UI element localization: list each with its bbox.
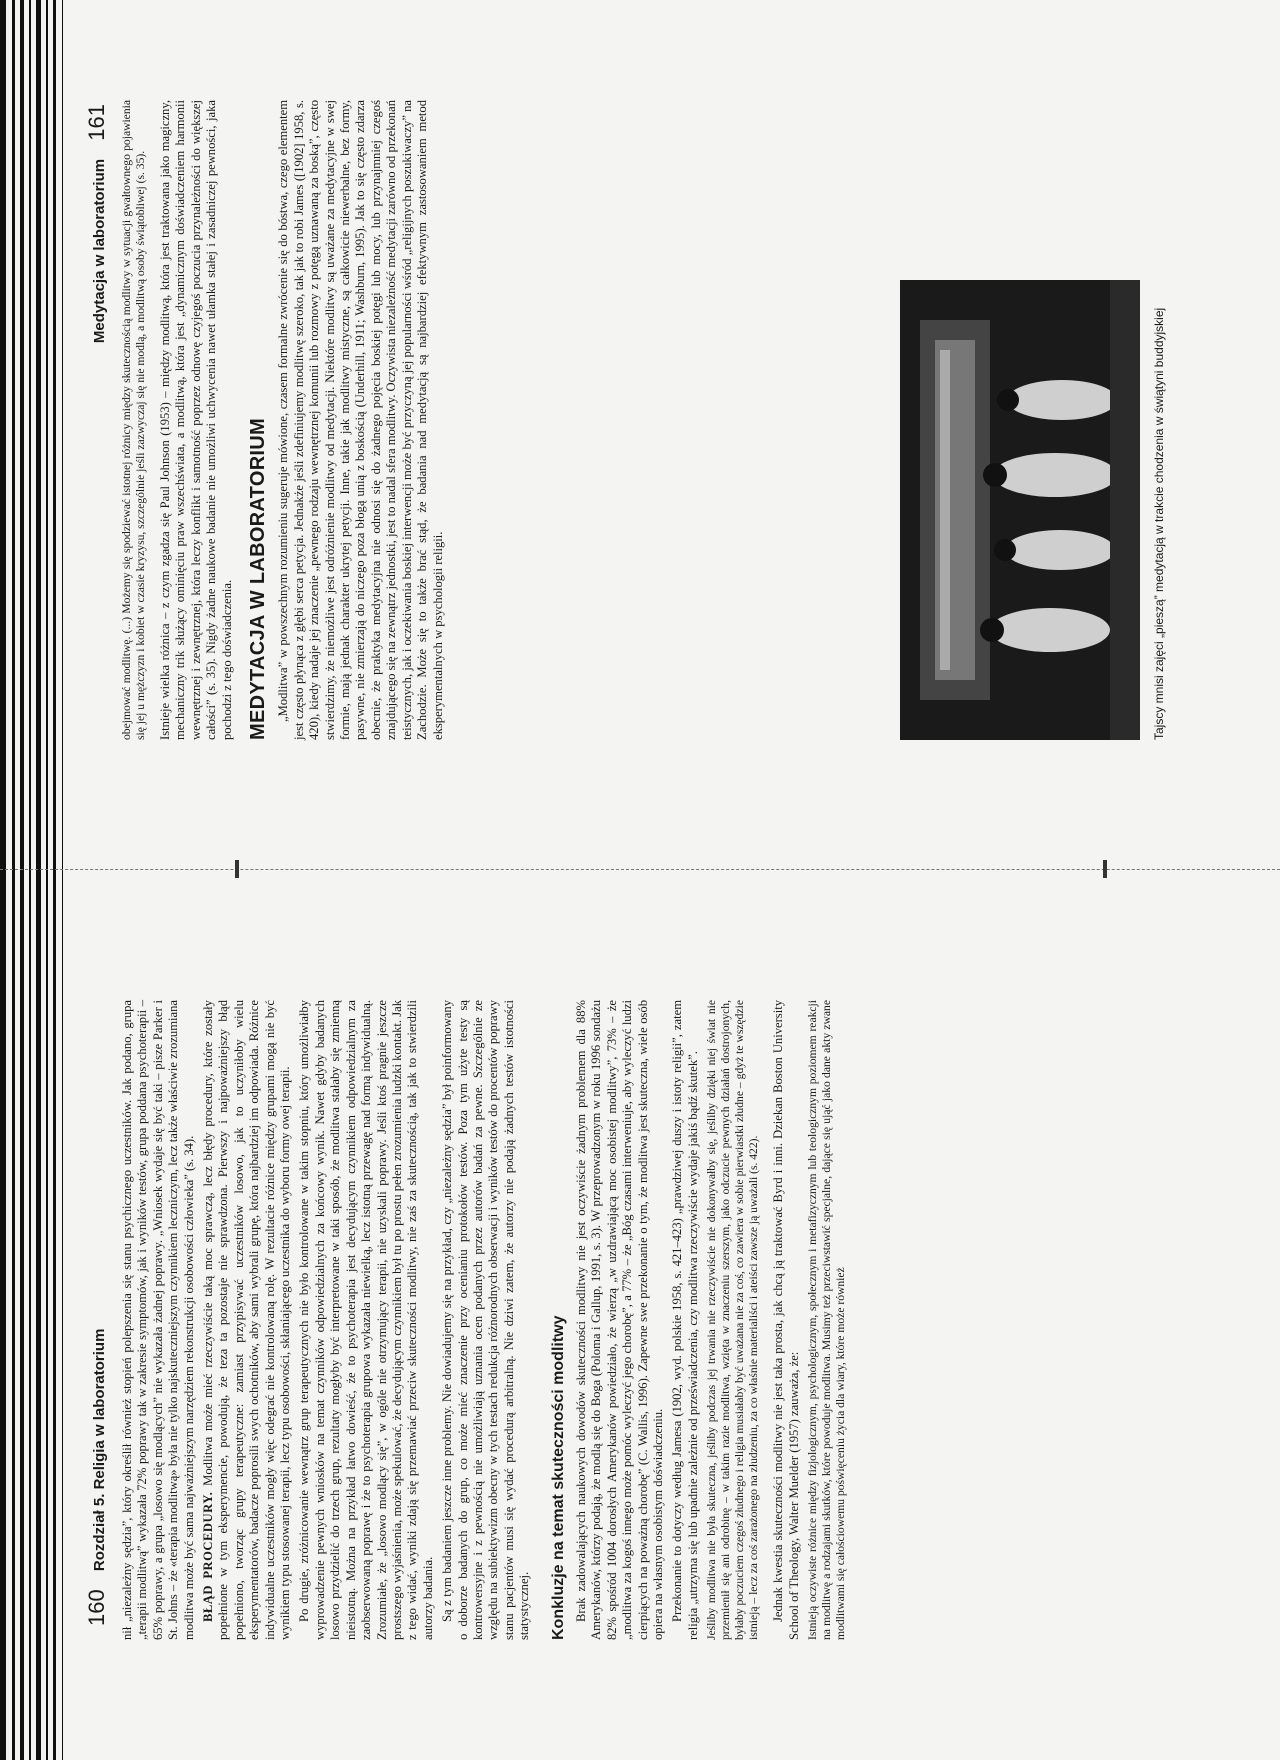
page-number: 161 (84, 104, 109, 141)
text-column-left (120, 1000, 858, 1640)
photo-caption: Tajscy mnisi zajęci „pieszą” medytacją w trakcie chodzenia w świątyni buddyjskiej (1152, 307, 1166, 740)
paragraph-with-lead: BŁĄD PROCEDURY. Modlitwa może mieć rzeczywiście taką moc sprawczą, lecz błędy procedury, które zostały popełnione w tym eksperymencie, powodują, że teza ta pozostaje nie sprawdzona. Pierwszy i najpoważniejszy błąd popełniono, tworząc grupy terapeutyczne: zamiast przypisywać uczestników losowo, jak to uczyniłoby wielu eksperymentatorów, badacze poprosili swych ochotników, aby sami wybrali grupę, która najbardziej im odpowiada. Różnice indywidualne uczestników mogły więc odegrać nie kontrolowaną rolę. W rezultacie różnice między grupami mogą nie być wynikiem typu stosowanej terapii, lecz typu osobowości, skłaniającego uczestnika do wyboru formy owej terapii. (201, 1000, 293, 1640)
text-column-right (120, 100, 450, 740)
block-quote: obejmować modlitwę. (...) Możemy się spodziewać istotnej różnicy między skutecznością modlitwy w sytuacji gwałtownego pojawienia się jej u mężczyzn i kobiet w czasie kryzysu, szczególnie jeśli zazwyczaj się nie modlą, a modlitwą osoby świątobliwej (s. 35). (120, 100, 147, 740)
paragraph: Są z tym badaniem jeszcze inne problemy. Nie dowiadujemy się na przykład, czy „niezależny sędzia” był poinformowany o doborze badanych do grup, co może mieć znaczenie przy ocenianiu protokołów testów. Poza tym użyte testy są kontrowersyjne i z pewnością nie umożliwiają uznania ocen podanych przez autorów badań za pewne. Szczególnie ze względu na subiektywizm obecny w tych testach redukcja różnorodnych obserwacji i wyników testów do procentów poprawy stanu pacjentów musi się wydać procedurą arbitralną. Nie dziwi zatem, że autorzy nie podają żadnych testów istotności statystycznej. (440, 1000, 532, 1640)
running-head-left (84, 1329, 110, 1640)
lead-label: BŁĄD PROCEDURY. (201, 1491, 216, 1622)
paragraph: Brak zadowalających naukowych dowodów skuteczności modlitwy nie jest oczywiście żadnym problemem dla 88% Amerykanów, którzy podają, że modlą się do Boga (Poloma i Gallup, 1991, s. 3). W przeprowadzonym w roku 1996 sondażu 82% spośród 1004 dorosłych Amerykanów powiedziało, że wierzą „w uzdrawiającą moc osobistej modlitwy”, 73% – że „modlitwa za kogoś innego może pomóc wyleczyć jego chorobę”, a 77% – że „Bóg czasami interweniuje, aby wyleczyć ludzi cierpiących na poważną chorobę” (C. Wallis, 1996). Zapewne swe przekonanie o tym, że modlitwa jest skuteczna, wiele osób opiera na własnym osobistym doświadczeniu. (573, 1000, 665, 1640)
paragraph: Jednak kwestia skuteczności modlitwy nie jest taka prosta, jak chcą ją traktować Byrd i inni. Dziekan Boston University School of Theology, Walter Muelder (1957) zauważa, że: (771, 1000, 801, 1640)
paragraph: Istnieje wielka różnica – z czym zgadza się Paul Johnson (1953) – między modlitwą, która jest traktowana jako magiczny, mechaniczny trik służący ominięciu praw wszechświata, a modlitwą, która jest „dynamicznym doświadczeniem harmonii wewnętrznej i zewnętrznej, która leczy konflikt i samotność poprzez odnowę czyjegoś poczucia przynależności do większej całości” (s. 35). Nigdy żadne naukowe badanie nie umożliwi uchwycenia nawet ułamka stałej i zasadniczej pewności, jaka pochodzi z tego doświadczenia. (158, 100, 234, 740)
section-heading: MEDYTACJA W LABORATORIUM (247, 418, 270, 740)
block-quote: Jeśliby modlitwa nie była skuteczna, jeśliby podczas jej trwania nie rzeczywiście nie dokonywałby się, jeśliby dzięki niej świat nie przemienił się ani odrobinę – w takim razie modlitwa, wzięta w znaczeniu szerszym, jako odczucie pewnych działań dostrojonych, byłaby poczuciem czegoś złudnego i religia musiałaby być uważana nie za coś, co zawiera w sobie pierwiastki złudne – gdyż te wszędzie istnieją – lecz za coś zarażonego na złudzeniu, za co właśnie materialiści i ateiści zawsze ją uważali (s. 422). (705, 1000, 761, 1640)
paragraph: Przekonanie to dotyczy według Jamesa (1902, wyd. polskie 1958, s. 421–423) „prawdziwej duszy i istoty religii”, zatem religia „utrzyma się lub upadnie zależnie od przeświadczenia, czy modlitwa rzeczywiście wydaje jakiś bądź skutek”. (670, 1000, 700, 1640)
section-title: Medytacja w laboratorium (91, 158, 108, 344)
block-quote: Istnieją oczywiste różnice między fizjologicznym, psychologicznym, społecznym i metafizycznym lub teologicznym poziomem reakcji na modlitwę a rodzajami skutków, które powoduje modlitwa. Musimy też przeciwstawić specjalne, dające się ująć jako dane akty zwane modlitwami się całościowemu poświęceniu życia dla wiary, które może również (806, 1000, 848, 1640)
chapter-title: Rozdział 5. Religia w laboratorium (91, 1328, 108, 1572)
page-160 (0, 880, 1280, 1760)
running-head-right (84, 90, 110, 343)
section-heading: Konkluzje na temat skuteczności modlitwy (549, 1315, 567, 1640)
paragraph: Po drugie, zróżnicowanie wewnątrz grup terapeutycznych nie było kontrolowane w takim stopniu, który umożliwiałby wyprowadzenie pewnych wniosków na temat czynników odpowiedzialnych za końcowy wynik. Nawet gdyby badanych losowo przydzielić do trzech grup, rezultaty mogłyby być interpretowane w taki sposób, że modlitwa stałaby się zmienną nieistotną. Można na przykład łatwo dowieść, że to psychoterapia jest decydującym czynnikiem odpowiedzialnym za zaobserwowaną poprawę i że to psychoterapia grupowa wykazała niewielką, lecz istotną przewagę nad formą indywidualną. Zrozumiałe, że „losowo modlący się”, w ogóle nie otrzymujący terapii, nie uzyskali poprawy. Jeśli ktoś pragnie jeszcze prostszego wyjaśnienia, może spekulować, że decydującym czynnikiem był tu po prostu pełen zrozumienia ludzki kontakt. Jak z tego widać, wyniki zdają się przemawiać przeciw skuteczności modlitwy, nie zaś za skutecznością, tak jak to stwierdzili autorzy badania. (297, 1000, 435, 1640)
paragraph: „Modlitwa” w powszechnym rozumieniu sugeruje mówione, czasem formalne zwrócenie się do bóstwa, czego elementem jest często płynąca z głębi serca petycja. Jednakże jeśli zdefiniujemy modlitwę szeroko, tak jak to robi James ([1902] 1958, s. 420), kiedy nadaje jej znaczenie „pewnego rodzaju wewnętrznej komunii lub rozmowy z potęgą uznawaną za boską”, często stwierdzimy, że niemożliwe jest odróżnienie modlitwy od medytacji. Niektóre modlitwy są uważane za medytacyjne w swej formie, mają jednak charakter ukrytej petycji. Inne, takie jak modlitwy mistyczne, są całkowicie niewerbalne, bez formy, pasywne, nie zmierzają do niczego poza błogą unią z boskością (Underhill, 1911; Washburn, 1995). Jak to się często zdarza obecnie, że praktyka medytacyjna nie odnosi się do żadnego pojęcia boskiej potęgi lub mocy, lub przynajmniej czegoś znajdującego się na zewnątrz jednostki, jest to nadal sfera modlitwy. Oczywista niezależność medytacji zarówno od przekonań teistycznych, jak i oczekiwania boskiej interwencji może być przyczyną jej popularności wśród „religijnych poszukiwaczy” na Zachodzie. Może się to także brać stąd, że badania nad medytacją są najbardziej efektywnym zastosowaniem metod eksperymentalnych w psychologii religii. (276, 100, 445, 740)
monks-photo (900, 280, 1140, 740)
paragraph: nił „niezależny sędzia”, który określił również stopień polepszenia się stanu psychicznego uczestników. Jak podano, grupa „terapii modlitwą” wykazała 72% poprawy tak w zakresie symptomów, jak i wyników testów, grupa poddana psychoterapii – 65% poprawy, a grupa „losowo się modlących” nie wykazała żadnej poprawy. „Wniosek wydaje się być taki – pisze Parker i St. Johns – że «terapia modlitwą» była nie tylko najskuteczniejszym czynnikiem leczniczym, lecz także właściwie zrozumiana modlitwa może być sama najważniejszym narzędziem rekonstrukcji osobowości człowieka” (s. 34). (120, 1000, 196, 1640)
page-number: 160 (84, 1589, 109, 1626)
